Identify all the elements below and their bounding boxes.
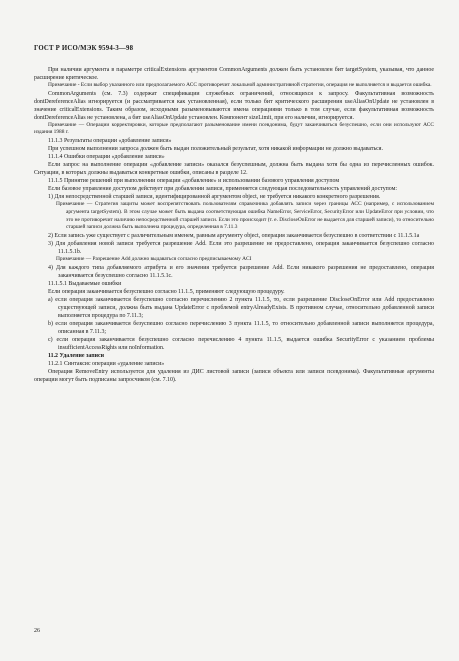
paragraph: Примечание — Операции корректировки, которые предполагают разыменование имени псевдонима, будут заканчиваться безуспешно, если они используют АСС издания 1988 г. [34, 121, 434, 136]
paragraph: 3) Для добавления новой записи требуется разрешение Add. Если это разрешение не предоставлено, операция заканчивается безуспешно согласно 11.1.5.1b. [48, 240, 434, 255]
paragraph: При успешном выполнении запроса должен быть выдан положительный результат, хотя никакой информации не должно выдаваться. [48, 146, 383, 153]
paragraph: 11.1.5 Принятие решений при выполнении операции «добавление» и использовании базового управления доступом [48, 178, 340, 185]
paragraph: b) если операция заканчивается безуспешно согласно перечислению 3 пункта 11.1.5, то относительно добавленной записи выполняется процедура, описанная в 7.11.3; [48, 320, 434, 335]
paragraph: 11.1.5.1 Выдаваемые ошибки [48, 280, 122, 287]
paragraph: Если операция заканчивается безуспешно согласно 11.1.5, применяют следующую процедуру. [48, 288, 285, 295]
paragraph: Если базовое управление доступом действует при добавлении записи, применяется следующая последовательность управлений доступом: [48, 186, 397, 193]
paragraph: CommonArguments (см. 7.3) содержат спецификации служебных ограничений, относящихся к запросу. Факультативная возможность dontDereferenceAlias игнорируется (и рассматривается как установленная), если только бит критического расширения useAliasOnUpdate не установлен в значение criticalExtensions. Таким образом, исходными разыменовываются имена операциями только в том случае, если факультативная возможность dontDereferenceAlias не установлена, а бит useAliasOnUpdate установлен. Компонент sizeLimit, при его наличии, игнорируется. [34, 90, 434, 121]
paragraph: При наличии аргумента в параметре criticalExtensions аргументов CommonArguments должен быть установлен бит targetSystem, указывая, что данное расширение критическое. [34, 67, 434, 82]
paragraph: 4) Для каждого типа добавляемого атрибута и его значения требуется разрешение Add. Если никакого разрешения не предоставлено, операция заканчивается безуспешно согласно 11.1.5.1с. [48, 264, 434, 279]
paragraph: Примечание - Если выбор указанного или предполагаемого АСС противоречит локальной административной стратегии, операция не выполняется и выдается ошибка. [48, 82, 432, 89]
document-body [34, 66, 434, 384]
paragraph: 11.1.4 Ошибки операции «добавление записи» [48, 154, 165, 161]
paragraph: Если запрос на выполнение операции «добавление записи» оказался безуспешным, должна быть выдана хотя бы одна из перечисленных ошибок. Ситуации, в которых должны выдаваться конкретные ошибки, описаны в разделе 12. [34, 162, 434, 177]
page-header: ГОСТ Р ИСО/МЭК 9594-3—98 [34, 45, 134, 52]
paragraph: 11.2.1 Синтаксис операции «удаление записи» [48, 361, 165, 368]
paragraph: а) если операция заканчивается безуспешно согласно перечислению 2 пункта 11.1.5, то, если разрешение DiscloseOnError или Add предоставлено существующей записи, должна быть выдана UpdateError с проблемой entryAlreadyExists. В противном случае, относительно добавленной записи выполняется процедура по 7.11.3; [48, 296, 434, 319]
paragraph: 11.1.3 Результаты операции «добавление записи» [48, 138, 172, 145]
paragraph: Операция RemoveEntry используется для удаления из ДИС листовой записи (записи объекта или записи псевдонима). Факультативные аргументы операции могут быть подписаны запросчиком (см. 7.10). [34, 369, 434, 384]
paragraph: 2) Если запись уже существует с различительным именем, равным аргументу object, операция заканчивается безуспешно в соответствии с 11.1.5.1а [48, 232, 420, 239]
paragraph: Примечание — Разрешение Add должно выдаваться согласно предписываемому ACI [56, 255, 252, 262]
paragraph: 11.2 Удаление записи [48, 353, 105, 360]
paragraph: Примечание — Стратегия защиты может воспрепятствовать пользователям справочника добавлять записи через границы АСС (например, с использованием аргумента targetSystem). В этом случае может быть выдана соответствующая ошибка NameError, ServiceError, SecurityError или UpdateError при условии, что это не противоречит наличию непосредственной старшей записи. Если это происходит (т. е. DiscloseOnError не выдается для старшей записи), то относительно старшей записи должна быть выполнена процедура, определенная в 7.11.3 [56, 201, 434, 231]
page-number: 26 [34, 628, 40, 634]
paragraph: 1) Для непосредственной старшей записи, идентифицированной аргументом object, не требуется никакого конкретного разрешения. [48, 194, 381, 201]
paragraph: с) если операция заканчивается безуспешно согласно перечислению 4 пункта 11.1.5, выдается ошибка SecurityError с указанием проблемы insufficientAccessRights или noInformation. [48, 336, 434, 352]
